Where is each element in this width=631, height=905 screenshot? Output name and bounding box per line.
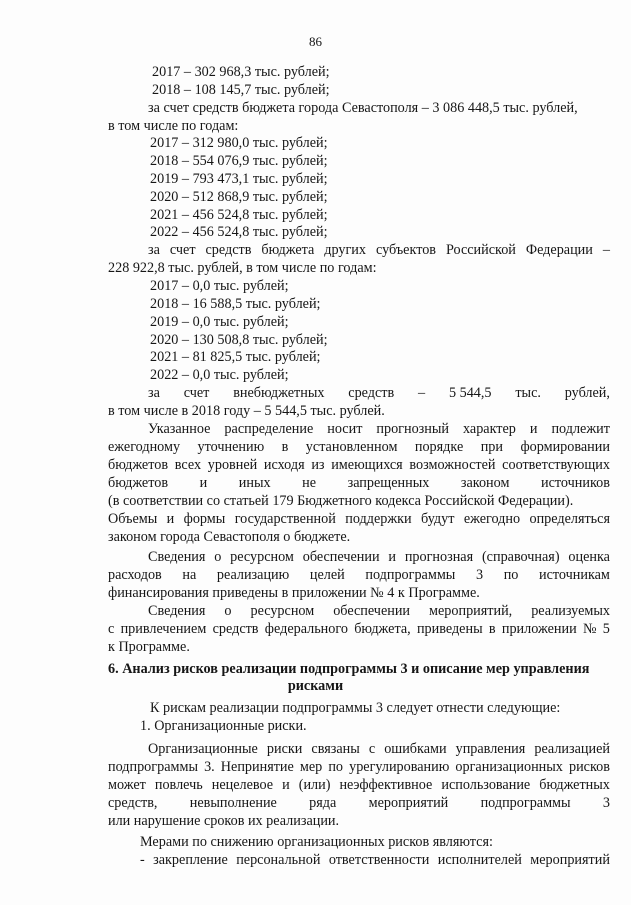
word: других [324, 242, 366, 258]
text-line-13: 2017 – 0,0 тыс. рублей; [150, 278, 289, 294]
word: счет [183, 385, 210, 401]
text-line-12: 228 922,8 тыс. рублей, в том числе по годам: [108, 260, 377, 276]
word: тыс. [515, 385, 541, 401]
text-line-10: 2022 – 456 524,8 тыс. рублей; [150, 224, 328, 240]
word: оценка [568, 549, 610, 565]
text-line-31 [148, 603, 610, 620]
word: бюджетов [108, 457, 169, 473]
word: запрещенных [347, 475, 430, 491]
word: связаны [311, 741, 360, 757]
word: внебюджетных [233, 385, 325, 401]
word: формировании [520, 439, 610, 455]
word: мер [299, 759, 323, 775]
text-line-33: к Программе. [108, 639, 190, 655]
word: персональной [236, 852, 321, 868]
word: подпрограммы [108, 759, 198, 775]
word: и [529, 421, 538, 437]
word: поддержки [345, 511, 412, 527]
word: с [108, 621, 115, 637]
word: при [480, 439, 503, 455]
text-line-11 [148, 242, 610, 259]
word: расходов [108, 567, 162, 583]
word: на [182, 567, 197, 583]
word: 5 544,5 [448, 385, 492, 401]
word: ресурсном [250, 603, 315, 619]
word: имеющихся [331, 457, 403, 473]
word: носит [327, 421, 363, 437]
word: в [488, 621, 496, 637]
word: определяться [529, 511, 610, 527]
word: Объемы [108, 511, 158, 527]
word: ошибками [384, 741, 447, 757]
word: характер [462, 421, 516, 437]
text-line-5: 2017 – 312 980,0 тыс. рублей; [150, 135, 328, 151]
word: средств [212, 621, 259, 637]
text-line-2: 2018 – 108 145,7 тыс. рублей; [152, 82, 330, 98]
word: исполнителей [437, 852, 522, 868]
word: мероприятий [530, 852, 610, 868]
text-line-41 [108, 795, 610, 812]
word: организационных [455, 759, 563, 775]
section-heading-continued: рисками [287, 678, 344, 694]
word: урегулированию [349, 759, 450, 775]
word: приведены [416, 621, 483, 637]
word: 3 [602, 795, 610, 811]
word: рублей, [564, 385, 610, 401]
word: не [302, 475, 317, 491]
word: бюджета [261, 242, 315, 258]
word: счет [169, 242, 196, 258]
word: бюджетов [108, 475, 169, 491]
word: подлежит [551, 421, 610, 437]
word: бюджетных [539, 777, 610, 793]
word: прогнозный [376, 421, 449, 437]
word: возможностей [409, 457, 496, 473]
word: неэффективное [339, 777, 433, 793]
text-line-8: 2020 – 512 868,9 тыс. рублей; [150, 189, 328, 205]
text-line-4: в том числе по годам: [108, 118, 239, 134]
word: управления [455, 741, 526, 757]
word: Указанное [148, 421, 211, 437]
text-line-36: К рискам реализации подпрограммы 3 следует отнести следующие: [150, 700, 561, 716]
text-line-16: 2020 – 130 508,8 тыс. рублей; [150, 332, 328, 348]
word: о [224, 603, 232, 619]
text-line-40 [108, 777, 610, 794]
word: субъектов [375, 242, 436, 258]
word: ресурсном [230, 549, 294, 565]
word: рисков [568, 759, 610, 775]
text-line-18: 2022 – 0,0 тыс. рублей; [150, 367, 289, 383]
word: – [418, 385, 426, 401]
word: государственной [234, 511, 336, 527]
word: о [214, 549, 222, 565]
text-line-37: 1. Организационные риски. [140, 718, 307, 734]
word: уточнению [197, 439, 265, 455]
word: с [368, 741, 376, 757]
text-line-27: законом города Севастополя о бюджете. [108, 529, 351, 545]
text-line-20: в том числе в 2018 году – 5 544,5 тыс. рублей. [108, 403, 385, 419]
word: – [602, 242, 610, 258]
word: средств, [108, 795, 158, 811]
word: средств [348, 385, 395, 401]
word: реализуемых [531, 603, 610, 619]
word: № [582, 621, 597, 637]
word: повлечь [154, 777, 203, 793]
word: законом [460, 475, 510, 491]
word: привлечением [120, 621, 207, 637]
text-line-9: 2021 – 456 524,8 тыс. рублей; [150, 207, 328, 223]
text-line-15: 2019 – 0,0 тыс. рублей; [150, 314, 289, 330]
word: формы [183, 511, 226, 527]
text-line-24 [108, 475, 610, 492]
text-line-32 [108, 621, 610, 638]
word: источников [541, 475, 610, 491]
word: ряда [309, 795, 337, 811]
word: в [281, 439, 289, 455]
text-line-23 [108, 457, 610, 474]
text-line-26 [108, 511, 610, 528]
word: использование [441, 777, 531, 793]
word: иных [238, 475, 271, 491]
text-line-6: 2018 – 554 076,9 тыс. рублей; [150, 153, 328, 169]
word: реализацией [534, 741, 610, 757]
text-line-7: 2019 – 793 473,1 тыс. рублей; [150, 171, 328, 187]
word: за [148, 242, 160, 258]
word: - [140, 852, 145, 868]
word: всех [174, 457, 202, 473]
word: исходя [263, 457, 305, 473]
text-line-19 [148, 385, 610, 402]
word: и [166, 511, 175, 527]
text-line-44 [140, 852, 610, 869]
word: может [108, 777, 146, 793]
text-line-21 [148, 421, 610, 438]
text-line-25: (в соответствии со статьей 179 Бюджетного кодекса Российской Федерации). [108, 493, 574, 509]
text-line-17: 2021 – 81 825,5 тыс. рублей; [150, 349, 321, 365]
word: ежегодному [108, 439, 181, 455]
word: прогнозная [404, 549, 474, 565]
word: 5 [602, 621, 610, 637]
word: федерального [264, 621, 348, 637]
word: риски [266, 741, 303, 757]
word: целей [309, 567, 345, 583]
word: ответственности [328, 852, 430, 868]
word: Организационные [148, 741, 258, 757]
word: обеспечении [302, 549, 380, 565]
word: источникам [539, 567, 610, 583]
word: из [311, 457, 325, 473]
word: распределение [224, 421, 314, 437]
word: обеспечении [333, 603, 411, 619]
text-line-43: Мерами по снижению организационных рисков являются: [140, 834, 493, 850]
word: установленном [305, 439, 398, 455]
page-number: 86 [309, 34, 322, 49]
word: закрепление [153, 852, 228, 868]
word: Сведения [148, 549, 206, 565]
word: приложении [501, 621, 577, 637]
word: и [282, 777, 290, 793]
text-line-28 [148, 549, 610, 566]
word: нецелевое [211, 777, 274, 793]
word: ежегодно [463, 511, 521, 527]
text-line-39 [108, 759, 610, 776]
text-line-42: или нарушение сроков их реализации. [108, 813, 340, 829]
word: мероприятий, [429, 603, 513, 619]
word: подпрограммы [365, 567, 456, 583]
word: Сведения [148, 603, 206, 619]
text-line-29 [108, 567, 610, 584]
word: реализацию [216, 567, 290, 583]
word: средств [205, 242, 252, 258]
text-line-38 [148, 741, 610, 758]
word: будут [421, 511, 455, 527]
word: бюджета, [354, 621, 411, 637]
word: (или) [298, 777, 331, 793]
word: Федерации [525, 242, 593, 258]
text-line-1: 2017 – 302 968,3 тыс. рублей; [152, 64, 330, 80]
text-line-22 [108, 439, 610, 456]
text-line-30: финансирования приведены в приложении № 4 к Программе. [108, 585, 480, 601]
text-line-3: за счет средств бюджета города Севастополя – 3 086 448,5 тыс. рублей, [148, 100, 578, 116]
word: невыполнение [189, 795, 277, 811]
word: (справочная) [481, 549, 560, 565]
word: Непринятие [220, 759, 294, 775]
word: порядке [414, 439, 464, 455]
word: и [199, 475, 208, 491]
word: уровней [207, 457, 258, 473]
word: и [388, 549, 396, 565]
text-line-14: 2018 – 16 588,5 тыс. рублей; [150, 296, 321, 312]
word: соответствующих [502, 457, 610, 473]
word: по [328, 759, 344, 775]
word: 3 [475, 567, 484, 583]
word: Российской [445, 242, 516, 258]
section-heading: 6. Анализ рисков реализации подпрограммы 3 и описание мер управления [108, 661, 590, 677]
word: по [503, 567, 519, 583]
word: подпрограммы [480, 795, 571, 811]
word: 3. [204, 759, 215, 775]
word: мероприятий [368, 795, 449, 811]
word: за [148, 385, 160, 401]
